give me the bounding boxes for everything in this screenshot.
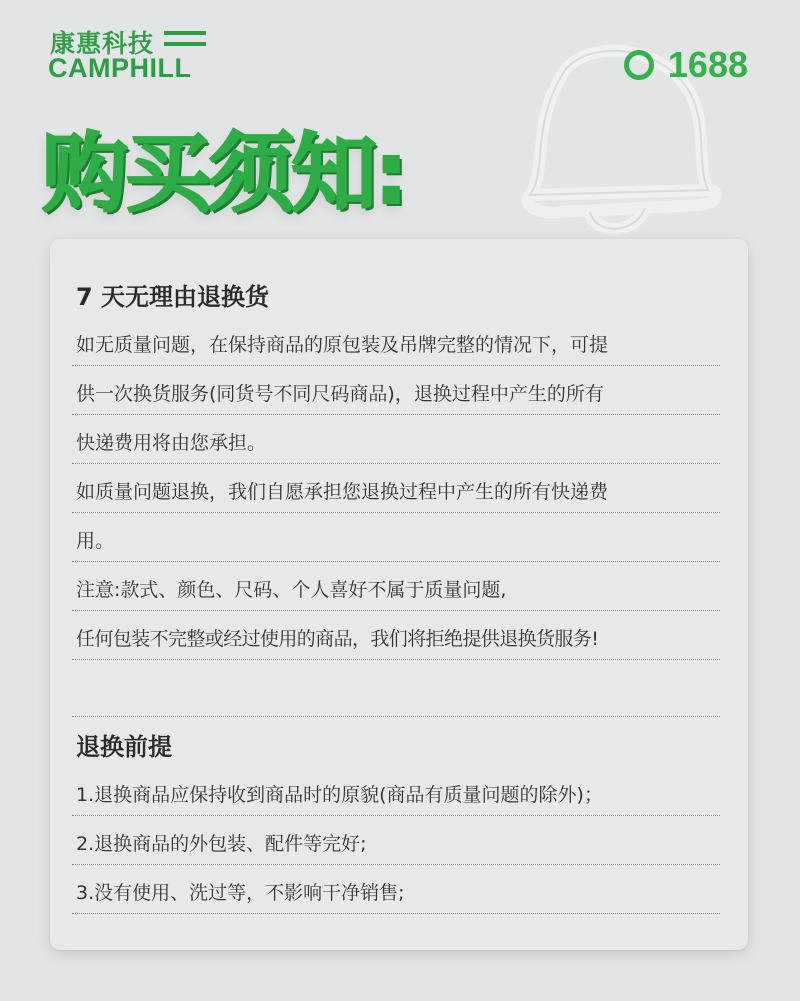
platform-logo-text: 1688 <box>667 44 748 85</box>
ring-icon <box>624 50 654 80</box>
notice-line: 注意:款式、颜色、尺码、个人喜好不属于质量问题, <box>72 562 720 611</box>
section-title-return-policy: 7 天无理由退换货 <box>76 283 270 311</box>
notice-line-empty <box>72 660 720 717</box>
condition-line: 3.没有使用、洗过等，不影响干净销售; <box>72 865 720 914</box>
platform-logo <box>624 44 748 86</box>
notice-line: 如无质量问题，在保持商品的原包装及吊牌完整的情况下，可提 <box>72 317 720 366</box>
notice-line: 如质量问题退换，我们自愿承担您退换过程中产生的所有快递费 <box>72 464 720 513</box>
notice-line: 用。 <box>72 513 720 562</box>
brand-name-en: CAMPHILL <box>48 53 192 83</box>
notice-line: 快递费用将由您承担。 <box>72 415 720 464</box>
page-title: 购买须知: <box>42 124 406 224</box>
condition-line: 1.退换商品应保持收到商品时的原貌(商品有质量问题的除外)； <box>72 767 720 816</box>
notice-card <box>50 239 748 950</box>
notice-line: 任何包装不完整或经过使用的商品，我们将拒绝提供退换货服务! <box>72 611 720 660</box>
notice-line: 供一次换货服务(同货号不同尺码商品)，退换过程中产生的所有 <box>72 366 720 415</box>
condition-line: 2.退换商品的外包装、配件等完好; <box>72 816 720 865</box>
brand-mark-icon <box>164 31 206 49</box>
section-title-return-conditions: 退换前提 <box>76 733 172 761</box>
brand-name-cn: 康惠科技 <box>50 29 155 58</box>
